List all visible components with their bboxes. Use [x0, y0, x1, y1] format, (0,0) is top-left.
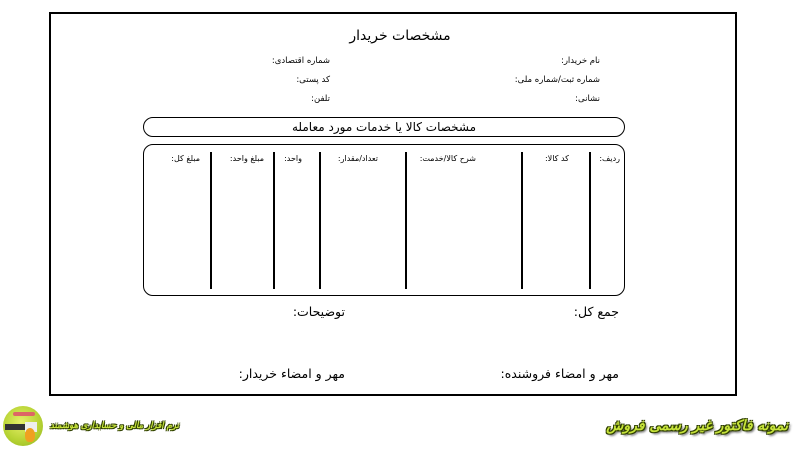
- phone-label: تلفن:: [311, 94, 330, 104]
- brand-text: نرم افزار مالی و حسابداری هوشمند: [50, 421, 179, 431]
- column-header-row-number: ردیف:: [599, 154, 620, 163]
- economic-number-label: شماره اقتصادی:: [271, 56, 330, 66]
- column-divider: [405, 152, 407, 289]
- column-divider: [210, 152, 212, 289]
- buyer-name-label: نام خریدار:: [560, 56, 600, 66]
- buyer-section-title: مشخصات خریدار: [349, 28, 451, 44]
- grand-total-label: جمع کل:: [573, 304, 619, 319]
- column-header-unit: واحد:: [284, 154, 302, 163]
- column-header-total-price: مبلغ کل:: [171, 154, 200, 163]
- address-label: نشانی:: [575, 94, 600, 104]
- postal-code-label: کد پستی:: [296, 75, 330, 85]
- invoice-sample-caption: نمونه فاکتور غیر رسمی فروش: [606, 418, 788, 434]
- column-divider: [273, 152, 275, 289]
- column-header-quantity: تعداد/مقدار:: [337, 154, 378, 163]
- notes-label: توضیحات:: [292, 304, 345, 319]
- column-divider: [521, 152, 523, 289]
- goods-section-header: [143, 117, 625, 137]
- seller-signature-label: مهر و امضاء فروشنده:: [500, 366, 619, 381]
- buyer-signature-label: مهر و امضاء خریدار:: [238, 366, 345, 381]
- registration-number-label: شماره ثبت/شماره ملی:: [514, 75, 600, 85]
- column-divider: [589, 152, 591, 289]
- brand-logo-icon: [3, 406, 43, 446]
- column-header-unit-price: مبلغ واحد:: [229, 154, 264, 163]
- column-header-description: شرح کالا/خدمت:: [419, 154, 476, 163]
- column-header-item-code: کد کالا:: [544, 154, 569, 163]
- goods-section-title: مشخصات کالا یا خدمات مورد معامله: [291, 120, 477, 134]
- column-divider: [319, 152, 321, 289]
- goods-table: [143, 144, 625, 296]
